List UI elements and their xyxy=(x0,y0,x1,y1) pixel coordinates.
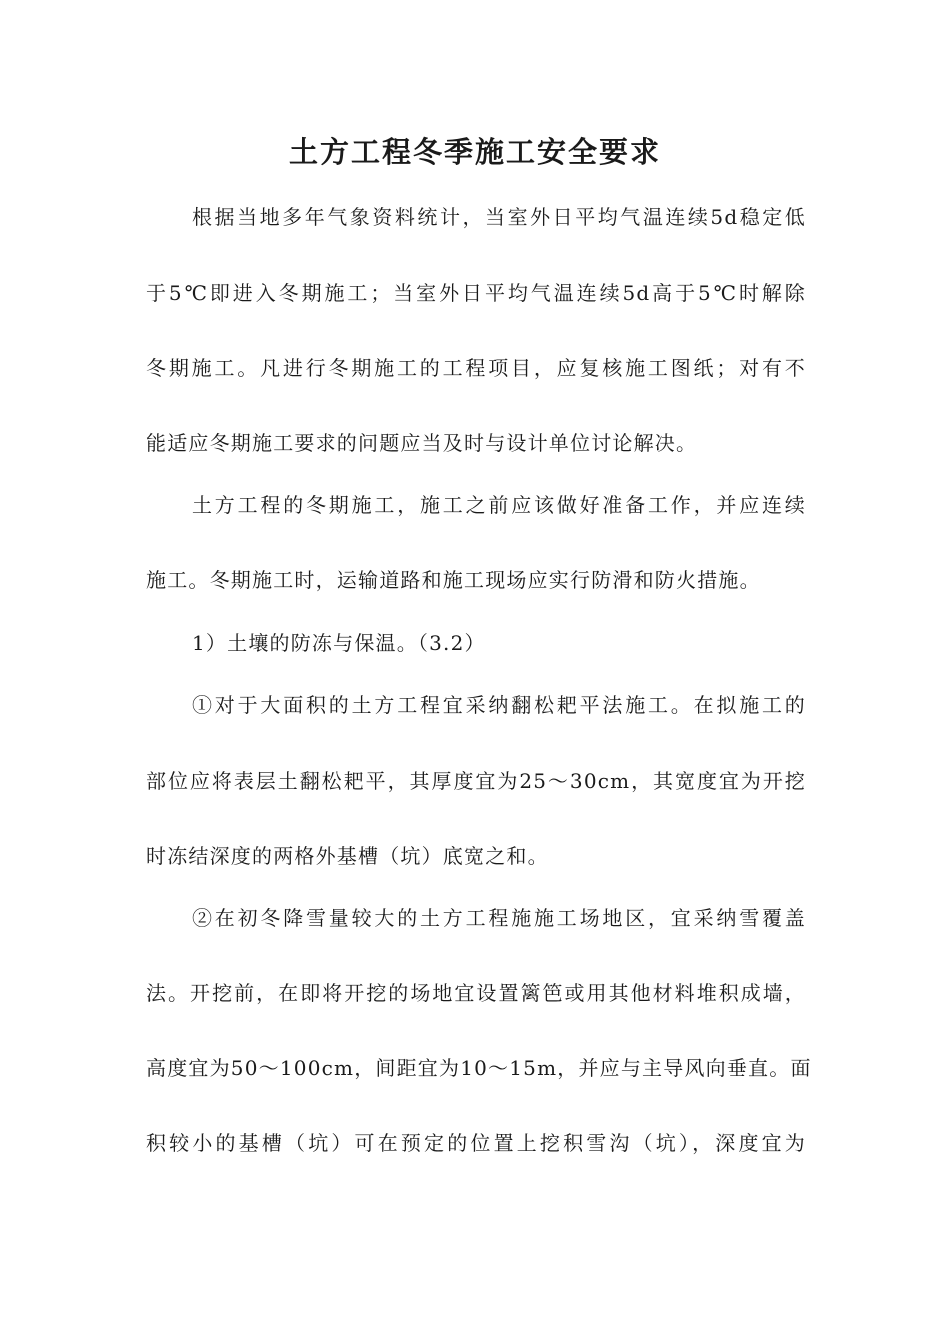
paragraph-line: 能适应冬期施工要求的问题应当及时与设计单位讨论解决。 xyxy=(146,431,698,455)
paragraph-line: 冬期施工。凡进行冬期施工的工程项目，应复核施工图纸；对有不 xyxy=(146,356,806,380)
paragraph-line: 法。开挖前，在即将开挖的场地宜设置篱笆或用其他材料堆积成墙， xyxy=(146,981,806,1005)
paragraph-line: 于5℃即进入冬期施工；当室外日平均气温连续5d高于5℃时解除 xyxy=(146,281,806,305)
document-title: 土方工程冬季施工安全要求 xyxy=(288,135,661,169)
paragraph-line: ①对于大面积的土方工程宜采纳翻松耙平法施工。在拟施工的 xyxy=(192,693,806,717)
paragraph-line: 积较小的基槽（坑）可在预定的位置上挖积雪沟（坑），深度宜为 xyxy=(146,1131,806,1155)
paragraph-line: 土方工程的冬期施工，施工之前应该做好准备工作，并应连续 xyxy=(192,493,806,517)
paragraph-line: 高度宜为50～100cm，间距宜为10～15m，并应与主导风向垂直。面 xyxy=(146,1056,812,1080)
paragraph-line: 根据当地多年气象资料统计，当室外日平均气温连续5d稳定低 xyxy=(192,205,806,229)
paragraph-line: ②在初冬降雪量较大的土方工程施施工场地区，宜采纳雪覆盖 xyxy=(192,906,806,930)
section-heading: 1）土壤的防冻与保温。（3.2） xyxy=(192,631,486,655)
paragraph-line: 时冻结深度的两格外基槽（坑）底宽之和。 xyxy=(146,844,549,868)
paragraph-line: 部位应将表层土翻松耙平，其厚度宜为25～30cm，其宽度宜为开挖 xyxy=(146,769,806,793)
paragraph-line: 施工。冬期施工时，运输道路和施工现场应实行防滑和防火措施。 xyxy=(146,568,761,592)
